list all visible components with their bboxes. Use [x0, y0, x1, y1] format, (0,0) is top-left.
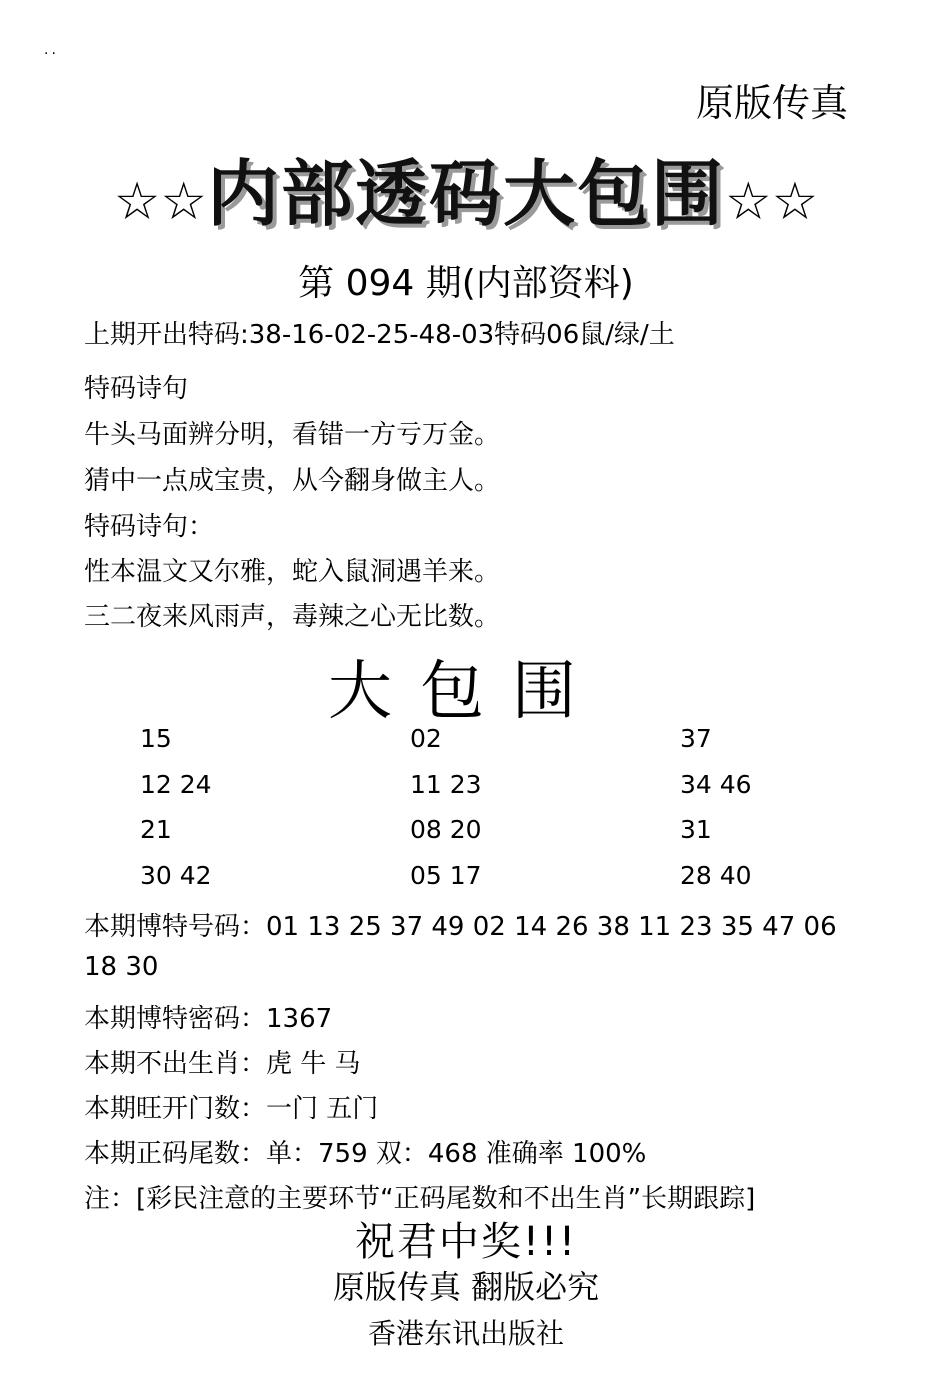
good-luck-wish: 祝君中奖!!! [354, 1219, 578, 1265]
grid-row [140, 861, 780, 907]
banner-title [0, 136, 932, 240]
tail-numbers: 本期正码尾数：单：759 双：468 准确率 100% [84, 1139, 647, 1169]
section-title: 大包围 [328, 655, 604, 729]
grid-cell: 21 [140, 815, 172, 844]
grid-row [140, 724, 780, 770]
grid-cell: 34 46 [680, 769, 752, 799]
grid-cell: 02 [410, 724, 442, 753]
grid-cell: 11 23 [410, 769, 482, 799]
star-icon: ☆☆ [113, 172, 207, 232]
publisher-name: 香港东讯出版社 [367, 1317, 564, 1350]
issue-number: 第 094 期(内部资料) [298, 263, 634, 304]
poem-line: 三二夜来风雨声，毒辣之心无比数。 [84, 602, 501, 632]
poem-line: 猜中一点成宝贵，从今翻身做主人。 [84, 466, 501, 496]
grid-cell: 31 [680, 815, 712, 844]
grid-cell: 15 [140, 724, 172, 753]
hot-doors: 本期旺开门数：一门 五门 [84, 1094, 379, 1124]
grid-cell: 28 40 [680, 860, 752, 890]
copyright-notice: 原版传真 翻版必究 [332, 1268, 600, 1306]
banner-title-text: 内部透码大包围 [206, 152, 725, 236]
last-issue-result: 上期开出特码:38-16-02-25-48-03特码06鼠/绿/土 [84, 320, 675, 350]
bote-numbers: 本期博特号码：01 13 25 37 49 02 14 26 38 11 23 35 47 06 [84, 912, 837, 942]
bote-numbers-cont: 18 30 [84, 952, 159, 982]
poem-title: 特码诗句 [84, 374, 189, 404]
poem-line: 牛头马面辨分明，看错一方亏万金。 [84, 420, 501, 450]
poem-line: 性本温文又尔雅，蛇入鼠洞遇羊来。 [84, 557, 501, 587]
grid-cell: 05 17 [410, 860, 482, 890]
grid-cell: 12 24 [140, 769, 212, 799]
grid-cell: 37 [680, 724, 712, 753]
grid-cell: 08 20 [410, 815, 482, 844]
no-zodiac: 本期不出生肖：虎 牛 马 [84, 1049, 361, 1079]
bote-secret: 本期博特密码：1367 [84, 1004, 333, 1034]
note: 注：[彩民注意的主要环节“正码尾数和不出生肖”长期跟踪] [84, 1184, 756, 1214]
grid-row [140, 770, 780, 816]
number-grid [140, 724, 780, 906]
poem-title: 特码诗句： [84, 512, 215, 542]
star-icon: ☆☆ [725, 172, 819, 232]
grid-row [140, 815, 780, 861]
corner-dots: .. [44, 42, 59, 58]
grid-cell: 30 42 [140, 860, 212, 890]
original-fax-label: 原版传真 [695, 81, 848, 125]
